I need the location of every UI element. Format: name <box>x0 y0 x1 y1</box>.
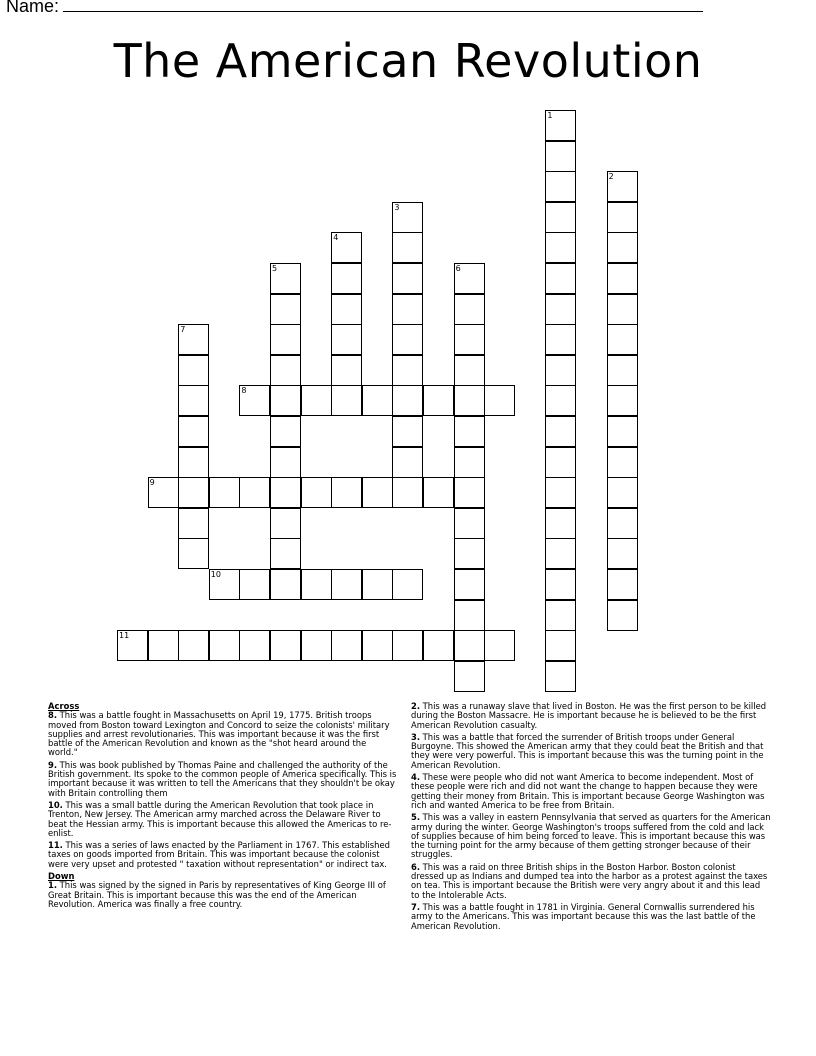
grid-cell[interactable] <box>301 630 332 661</box>
clue-7 <box>411 903 771 931</box>
grid-cell[interactable] <box>331 355 362 386</box>
grid-cell[interactable] <box>607 508 638 539</box>
clue-10 <box>48 801 398 838</box>
clue-text: This was a valley in eastern Pennsylvania that served as quarters for the American army during the winter. George Washington's troops suffered from the cold and lack of supplies because of him being forced to leave. This is important because this was the turning point for the army because of them getting stronger because of their struggles. <box>411 812 771 860</box>
down-clue-list <box>48 881 398 909</box>
grid-cell[interactable] <box>362 477 393 508</box>
clue-number: 2. <box>411 701 421 711</box>
clue-9 <box>48 761 398 798</box>
grid-cell[interactable] <box>454 416 485 447</box>
clue-number: 9. <box>48 759 58 770</box>
grid-cell[interactable] <box>270 355 301 386</box>
grid-cell[interactable] <box>607 355 638 386</box>
clue-6 <box>411 863 771 900</box>
grid-cell[interactable] <box>545 355 576 386</box>
grid-cell[interactable] <box>545 263 576 294</box>
grid-cell[interactable] <box>423 385 454 416</box>
grid-cell[interactable] <box>270 294 301 325</box>
grid-cell[interactable] <box>270 569 301 600</box>
grid-cell[interactable] <box>545 141 576 172</box>
grid-cell[interactable] <box>392 630 423 661</box>
down-heading: Down <box>48 871 75 882</box>
grid-cell[interactable] <box>607 569 638 600</box>
clue-text: These were people who did not want America to become independent. Most of these people were rich and did not want the change to happen because they were getting their money from Britain. This is important because George Washington was rich and wanted America to be free from Britain. <box>411 772 765 810</box>
grid-cell[interactable] <box>117 630 148 661</box>
grid-cell[interactable] <box>545 661 576 692</box>
clue-8 <box>48 711 398 757</box>
grid-cell[interactable] <box>545 447 576 478</box>
clue-number: 6. <box>411 861 421 872</box>
grid-cell[interactable] <box>178 355 209 386</box>
clue-text: This was a small battle during the American Revolution that took place in Trenton, New Jersey. The American army marched across the Delaware River to beat the Hessian army. This is important because this allowed the Americas to re-enlist. <box>48 799 392 838</box>
cell-number: 1 <box>547 111 553 120</box>
grid-cell[interactable] <box>239 630 270 661</box>
grid-cell[interactable] <box>454 447 485 478</box>
grid-cell[interactable] <box>148 477 179 508</box>
clue-number: 11. <box>48 840 63 851</box>
grid-cell[interactable] <box>178 630 209 661</box>
grid-cell[interactable] <box>178 508 209 539</box>
grid-cell[interactable] <box>484 630 515 661</box>
grid-cell[interactable] <box>270 447 301 478</box>
clue-text: This was signed by the signed in Paris by representatives of King George III of Great Britain. This is important because this was the end of the American Revolution. America was finally a free country. <box>48 880 386 909</box>
grid-cell[interactable] <box>209 569 240 600</box>
clue-5 <box>411 813 771 859</box>
grid-cell[interactable] <box>301 569 332 600</box>
grid-cell[interactable] <box>607 385 638 416</box>
grid-cell[interactable] <box>392 416 423 447</box>
grid-cell[interactable] <box>239 477 270 508</box>
grid-cell[interactable] <box>545 538 576 569</box>
grid-cell[interactable] <box>239 385 270 416</box>
grid-cell[interactable] <box>607 538 638 569</box>
grid-cell[interactable] <box>454 661 485 692</box>
grid-cell[interactable] <box>607 477 638 508</box>
grid-cell[interactable] <box>392 477 423 508</box>
grid-cell[interactable] <box>178 416 209 447</box>
grid-cell[interactable] <box>545 630 576 661</box>
grid-cell[interactable] <box>545 416 576 447</box>
grid-cell[interactable] <box>301 385 332 416</box>
clue-1 <box>48 881 398 909</box>
cell-number: 3 <box>394 202 400 212</box>
grid-cell[interactable] <box>454 294 485 325</box>
grid-cell[interactable] <box>209 477 240 508</box>
clues-left-column <box>48 702 398 912</box>
cell-number: 11 <box>119 631 130 641</box>
grid-cell[interactable] <box>178 324 209 355</box>
grid-cell[interactable] <box>331 385 362 416</box>
grid-cell[interactable] <box>607 202 638 233</box>
grid-cell[interactable] <box>270 263 301 294</box>
grid-cell[interactable] <box>392 447 423 478</box>
grid-cell[interactable] <box>331 630 362 661</box>
clue-text: This was a battle fought in 1781 in Virginia. General Cornwallis surrendered his army to the Americans. This was important because this was the last battle of the American Revolution. <box>411 901 756 931</box>
grid-cell[interactable] <box>362 569 393 600</box>
clue-text: This was a battle that forced the surrender of British troops under General Burgoyne. This showed the American army that they could beat the British and that they were very powerful. This is important because this was the turning point in the American Revolution. <box>411 731 764 770</box>
grid-cell[interactable] <box>607 324 638 355</box>
name-label: Name: <box>6 0 60 16</box>
grid-cell[interactable] <box>392 385 423 416</box>
grid-cell[interactable] <box>362 385 393 416</box>
clue-11 <box>48 841 398 869</box>
clue-number: 3. <box>411 731 421 742</box>
grid-cell[interactable] <box>545 232 576 263</box>
grid-cell[interactable] <box>392 263 423 294</box>
grid-cell[interactable] <box>454 385 485 416</box>
clue-number: 8. <box>48 710 58 721</box>
grid-cell[interactable] <box>331 569 362 600</box>
grid-cell[interactable] <box>270 508 301 539</box>
cell-number: 2 <box>608 172 614 182</box>
grid-cell[interactable] <box>607 232 638 263</box>
grid-cell[interactable] <box>607 294 638 325</box>
grid-cell[interactable] <box>545 324 576 355</box>
clue-text: This was a raid on three British ships in the Boston Harbor. Boston colonist dressed up as Indians and dumped tea into the harbor as a protest against the taxes on tea. This is important because the British were very angry about it and this lead to the Intolerable Acts. <box>411 861 768 900</box>
grid-cell[interactable] <box>178 385 209 416</box>
cell-number: 9 <box>149 478 155 488</box>
grid-cell[interactable] <box>392 355 423 386</box>
across-heading: Across <box>48 701 80 711</box>
grid-cell[interactable] <box>545 600 576 631</box>
clue-text: This was a runaway slave that lived in Boston. He was the first person to be killed during the Boston Massacre. He is important because he is believed to be the first American Revolution casualty. <box>411 701 767 730</box>
grid-cell[interactable] <box>454 569 485 600</box>
grid-cell[interactable] <box>423 477 454 508</box>
cell-number: 4 <box>333 233 339 243</box>
page-title: The American Revolution <box>113 34 703 88</box>
grid-cell[interactable] <box>607 171 638 202</box>
grid-cell[interactable] <box>545 385 576 416</box>
grid-cell[interactable] <box>607 447 638 478</box>
grid-cell[interactable] <box>454 324 485 355</box>
clue-2 <box>411 702 771 730</box>
grid-cell[interactable] <box>270 477 301 508</box>
grid-cell[interactable] <box>148 630 179 661</box>
grid-cell[interactable] <box>607 600 638 631</box>
clue-text: This was a series of laws enacted by the Parliament in 1767. This established taxes on goods imported from Britain. This was important because the colonist were very upset and protested " taxation without representation" or indirect tax. <box>48 840 390 869</box>
cell-number: 5 <box>272 264 278 273</box>
clue-number: 7. <box>411 901 421 912</box>
grid-cell[interactable] <box>209 630 240 661</box>
grid-cell[interactable] <box>545 294 576 325</box>
grid-cell[interactable] <box>178 538 209 569</box>
grid-cell[interactable] <box>545 569 576 600</box>
grid-cell[interactable] <box>454 630 485 661</box>
clues-right-column <box>411 702 771 934</box>
grid-cell[interactable] <box>545 202 576 233</box>
clue-number: 5. <box>411 812 421 823</box>
grid-cell[interactable] <box>301 477 332 508</box>
grid-cell[interactable] <box>545 171 576 202</box>
grid-cell[interactable] <box>423 630 454 661</box>
grid-cell[interactable] <box>239 569 270 600</box>
grid-cell[interactable] <box>392 202 423 233</box>
grid-cell[interactable] <box>270 538 301 569</box>
grid-cell[interactable] <box>331 477 362 508</box>
grid-cell[interactable] <box>331 294 362 325</box>
clue-number: 1. <box>48 880 58 891</box>
clue-text: This was book published by Thomas Paine and challenged the authority of the British government. Its spoke to the common people of America specifically. This is important because it was written to tell the Americans that they shouldn't be okay with Britain controlling them <box>48 759 397 798</box>
grid-cell[interactable] <box>545 477 576 508</box>
across-clue-list <box>48 711 398 869</box>
grid-cell[interactable] <box>454 508 485 539</box>
clue-number: 4. <box>411 772 421 783</box>
grid-cell[interactable] <box>392 324 423 355</box>
down-clue-list-continued <box>411 702 771 931</box>
grid-cell[interactable] <box>454 355 485 386</box>
grid-cell[interactable] <box>270 416 301 447</box>
grid-cell[interactable] <box>454 600 485 631</box>
grid-cell[interactable] <box>454 477 485 508</box>
grid-cell[interactable] <box>331 263 362 294</box>
cell-number: 6 <box>455 264 461 273</box>
grid-cell[interactable] <box>270 385 301 416</box>
grid-cell[interactable] <box>484 385 515 416</box>
grid-cell[interactable] <box>545 110 576 141</box>
grid-cell[interactable] <box>362 630 393 661</box>
clue-number: 10. <box>48 799 63 810</box>
grid-cell[interactable] <box>392 294 423 325</box>
grid-cell[interactable] <box>607 263 638 294</box>
clue-3 <box>411 733 771 770</box>
grid-cell[interactable] <box>392 232 423 263</box>
grid-cell[interactable] <box>331 324 362 355</box>
grid-cell[interactable] <box>331 232 362 263</box>
grid-cell[interactable] <box>178 477 209 508</box>
cell-number: 7 <box>180 325 186 335</box>
grid-cell[interactable] <box>270 630 301 661</box>
clue-text: This was a battle fought in Massachusetts on April 19, 1775. British troops moved from Boston toward Lexington and Concord to seize the colonists' military supplies and arrest revolutionaries. This was important because it was the first battle of the American Revolution and known as the "shot heard around the world." <box>48 710 390 758</box>
grid-cell[interactable] <box>545 508 576 539</box>
grid-cell[interactable] <box>454 263 485 294</box>
grid-cell[interactable] <box>607 416 638 447</box>
grid-cell[interactable] <box>270 324 301 355</box>
cell-number: 10 <box>210 570 221 579</box>
grid-cell[interactable] <box>178 447 209 478</box>
clue-4 <box>411 773 771 810</box>
cell-number: 8 <box>241 386 247 396</box>
grid-cell[interactable] <box>392 569 423 600</box>
grid-cell[interactable] <box>454 538 485 569</box>
